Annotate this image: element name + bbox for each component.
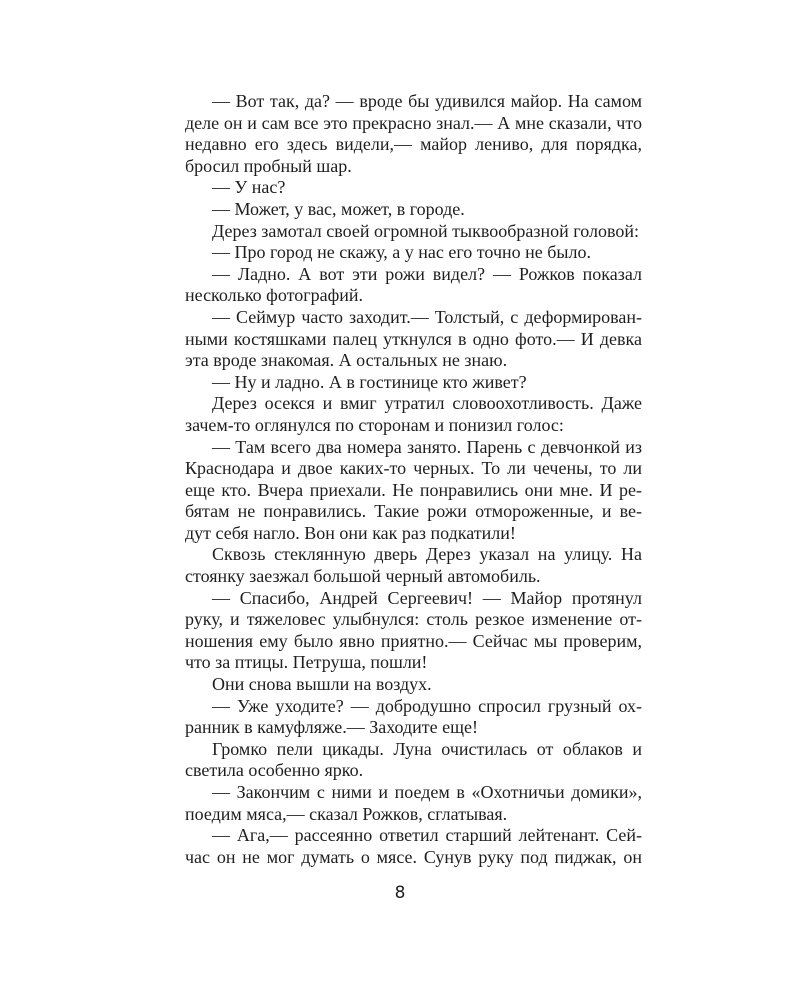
text-line: еще кто. Вчера приехали. Не понравились они мне. И ре-: [185, 479, 642, 500]
text-line: — У нас?: [212, 177, 286, 198]
text-line: — Уже уходите? — добродушно спросил грузный ох-: [212, 695, 642, 716]
text-line: Дерез осекся и вмиг утратил словоохотливость. Даже: [212, 393, 642, 414]
text-line: несколько фотографий.: [185, 285, 364, 306]
text-line: стоянку заезжал большой черный автомобиль.: [185, 566, 541, 587]
text-line: — Там всего два номера занято. Парень с девчонкой из: [212, 436, 642, 457]
text-line: руку, и тяжеловес улыбнулся: столь резкое изменение от-: [185, 609, 642, 630]
text-line: ранник в камуфляже.— Заходите еще!: [185, 717, 478, 738]
text-line: Дерез замотал своей огромной тыквообразной головой:: [212, 220, 639, 241]
text-line: что за птицы. Петруша, пошли!: [185, 652, 428, 673]
text-line: час он не мог думать о мясе. Сунув руку под пиджак, он: [185, 846, 642, 867]
page-number: 8: [394, 883, 406, 903]
text-line: — Ага,— рассеянно ответил старший лейтенант. Сей-: [212, 825, 642, 846]
text-line: эта вроде знакомая. А остальных не знаю.: [185, 350, 508, 371]
text-line: ными костяшками палец уткнулся в одно фото.— И девка: [185, 328, 642, 349]
text-line: Сквозь стеклянную дверь Дерез указал на улицу. На: [212, 544, 642, 565]
text-line: деле он и сам все это прекрасно знал.— А мне сказали, что: [185, 112, 642, 133]
text-line: — Ладно. А вот эти рожи видел? — Рожков показал: [212, 263, 642, 284]
text-line: — Может, у вас, может, в городе.: [212, 198, 465, 219]
text-line: — Ну и ладно. А в гостинице кто живет?: [212, 371, 527, 392]
text-line: бросил пробный шар.: [185, 155, 352, 176]
text-line: Они снова вышли на воздух.: [212, 674, 432, 695]
text-line: светила особенно ярко.: [185, 760, 364, 781]
body-text: [185, 91, 642, 868]
text-line: бятам не понравились. Такие рожи отмороженные, и ве-: [185, 501, 642, 522]
text-line: — Вот так, да? — вроде бы удивился майор. На самом: [212, 91, 642, 111]
text-line: — Закончим с ними и поедем в «Охотничьи домики»,: [212, 782, 642, 802]
text-line: — Спасибо, Андрей Сергеевич! — Майор протянул: [212, 587, 642, 608]
text-line: Краснодара и двое каких-то черных. То ли чечены, то ли: [185, 458, 642, 479]
text-line: зачем-то оглянулся по сторонам и понизил голос:: [185, 414, 564, 435]
text-line: — Про город не скажу, а у нас его точно не было.: [212, 242, 592, 263]
text-line: — Сеймур часто заходит.— Толстый, с деформирован-: [212, 306, 642, 327]
text-line: дут себя нагло. Вон они как раз подкатили!: [185, 522, 516, 543]
text-line: ношения ему было явно приятно.— Сейчас мы проверим,: [185, 630, 642, 651]
text-line: Громко пели цикады. Луна очистилась от облаков и: [212, 738, 642, 759]
text-line: недавно его здесь видели,— майор лениво, для порядка,: [185, 134, 642, 155]
text-line: поедим мяса,— сказал Рожков, сглатывая.: [185, 803, 508, 824]
